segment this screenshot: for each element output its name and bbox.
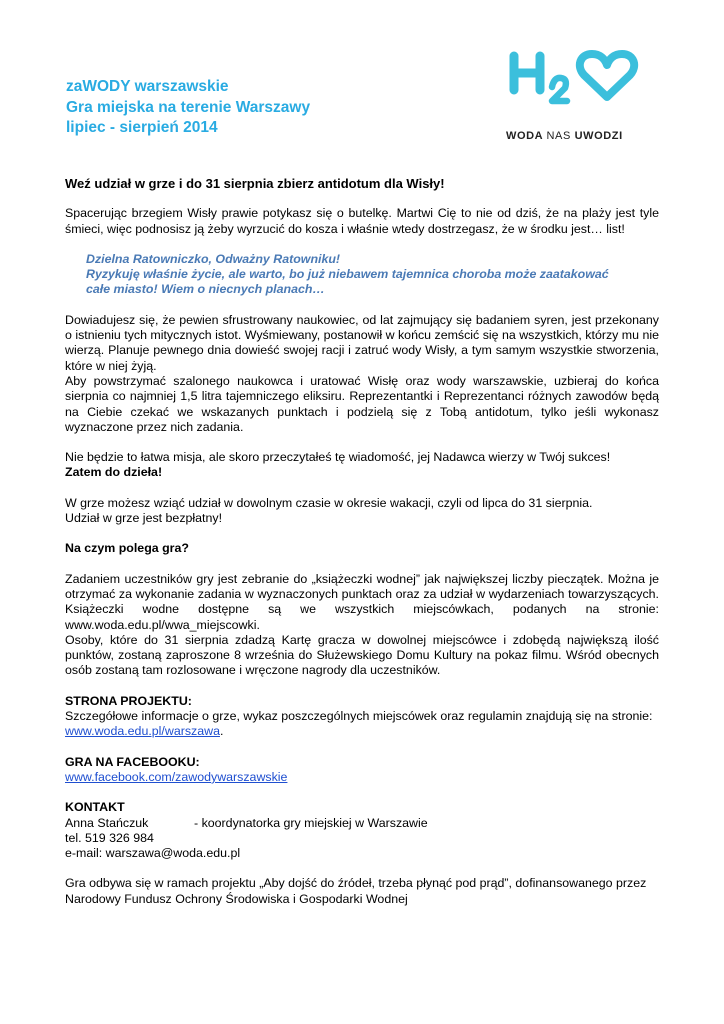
- document-title: [66, 77, 310, 139]
- title-line-2: Gra miejska na terenie Warszawy: [66, 98, 311, 116]
- rules-heading: Na czym polega gra?: [65, 541, 189, 556]
- quote-line-1: Dzielna Ratowniczko, Odważny Ratowniku!: [86, 251, 341, 266]
- title-line-1: zaWODY warszawskie: [66, 78, 229, 95]
- contact-role: - koordynatorka gry miejskiej w Warszawie: [194, 815, 428, 830]
- logo-letter-h: [514, 56, 540, 90]
- free-paragraph: Udział w grze jest bezpłatny!: [65, 511, 223, 526]
- h2o-logo-mark: [506, 50, 646, 122]
- facebook-paragraph: [65, 770, 659, 785]
- project-text: Szczegółowe informacje o grze, wykaz poszczególnych miejscówek oraz regulamin znajdują się na stronie:: [65, 709, 653, 724]
- when-paragraph: W grze możesz wziąć udział w dowolnym czasie w okresie wakacji, czyli od lipca do 31 sierpnia.: [65, 495, 593, 510]
- footer-note: Gra odbywa się w ramach projektu „Aby dojść do źródeł, trzeba płynąć pod prąd”, dofinansowanego przez Narodowy Fundusz Ochrony Środowiska i Gospodarki Wodnej: [65, 876, 647, 906]
- mission-paragraph: Nie będzie to łatwa misja, ale skoro przeczytałeś tę wiadomość, jej Nadawca wierzy w Twój sukces!: [65, 450, 611, 465]
- call-to-action: Zatem do dzieła!: [65, 465, 163, 480]
- story-paragraph-1: Dowiadujesz się, że pewien sfrustrowany naukowiec, od lat zajmujący się badaniem syren, jest przekonany o istnieniu tych mitycznych istot. Wyśmiewany, postanowił w końcu zemścić się na wszystkich, którzy mu nie wierzą. Planuje pewnego dnia dowieść swojej racji i zatruć wody Wisły, a tym samym wszystkie stworzenia, które w niej żyją.: [65, 312, 659, 373]
- contact-email: e-mail: warszawa@woda.edu.pl: [65, 846, 241, 861]
- title-line-3: lipiec - sierpień 2014: [66, 119, 218, 136]
- document-body: [65, 176, 659, 907]
- project-paragraph: Szczegółowe informacje o grze, wykaz poszczególnych miejscówek oraz regulamin znajdują się na stronie: www.woda.edu.pl/warszawa.: [65, 709, 653, 739]
- quote-line-2: Ryzykuję właśnie życie, ale warto, bo już niebawem tajemnica choroba może zaatakować: [86, 267, 609, 282]
- lead-heading: Weź udział w grze i do 31 sierpnia zbierz antidotum dla Wisły!: [65, 176, 445, 191]
- intro-paragraph: Spacerując brzegiem Wisły prawie potykasz się o butelkę. Martwi Cię to nie od dziś, że na plaży jest tyle śmieci, więc podnosisz ją żeby wyrzucić do kosza i właśnie wtedy dostrzegasz, że w środku jest… list!: [65, 206, 659, 236]
- letter-quote: [86, 252, 659, 298]
- logo-glyphs: [514, 54, 634, 101]
- contact-name: Anna Stańczuk: [65, 815, 149, 830]
- contact-phone: tel. 519 326 984: [65, 830, 154, 845]
- logo-heart-icon: [580, 54, 634, 97]
- logo-tagline: WODA NAS UWODZI: [506, 130, 623, 142]
- facebook-link[interactable]: www.facebook.com/zawodywarszawskie: [65, 769, 288, 784]
- quote-line-3: całe miasto! Wiem o niecnych planach…: [86, 282, 325, 297]
- rules-paragraph-2: Osoby, które do 31 sierpnia zdadzą Kartę gracza w dowolnej miejscówce i zdobędą największą ilość punktów, zostaną zaproszone 8 września do Służewskiego Domu Kultury na pokaz filmu. Wśród obecnych osób zostaną tam rozlosowane i wręczone nagrody dla uczestników.: [65, 632, 659, 678]
- story-paragraph-2: Aby powstrzymać szalonego naukowca i uratować Wisłę oraz wody warszawskie, uzbieraj do końca sierpnia co najmniej 1,5 litra tajemniczego eliksiru. Reprezentantki i Reprezentanci różnych zawodów będą na Ciebie czekać we wskazanych punktach i podzielą się z Tobą antidotum, tylko jeśli wykonasz wyznaczone przez nich zadania.: [65, 373, 659, 434]
- facebook-heading: GRA NA FACEBOOKU:: [65, 754, 200, 769]
- logo-digit-2: [552, 78, 567, 101]
- h2o-logo: [506, 50, 646, 148]
- project-link[interactable]: www.woda.edu.pl/warszawa: [65, 724, 220, 739]
- contact-person: [65, 816, 659, 831]
- rules-paragraph-1: Zadaniem uczestników gry jest zebranie do „książeczki wodnej” jak największej liczby pieczątek. Można je otrzymać za wykonanie zadania w wyznaczonych punktach oraz za udział w wydarzeniach towarzyszących. Książeczki wodne dostępne są we wszystkich miejscówkach, podanych na stronie: www.woda.edu.pl/wwa_miejscowki.: [65, 571, 659, 632]
- contact-heading: KONTAKT: [65, 800, 125, 815]
- project-heading: STRONA PROJEKTU:: [65, 693, 192, 708]
